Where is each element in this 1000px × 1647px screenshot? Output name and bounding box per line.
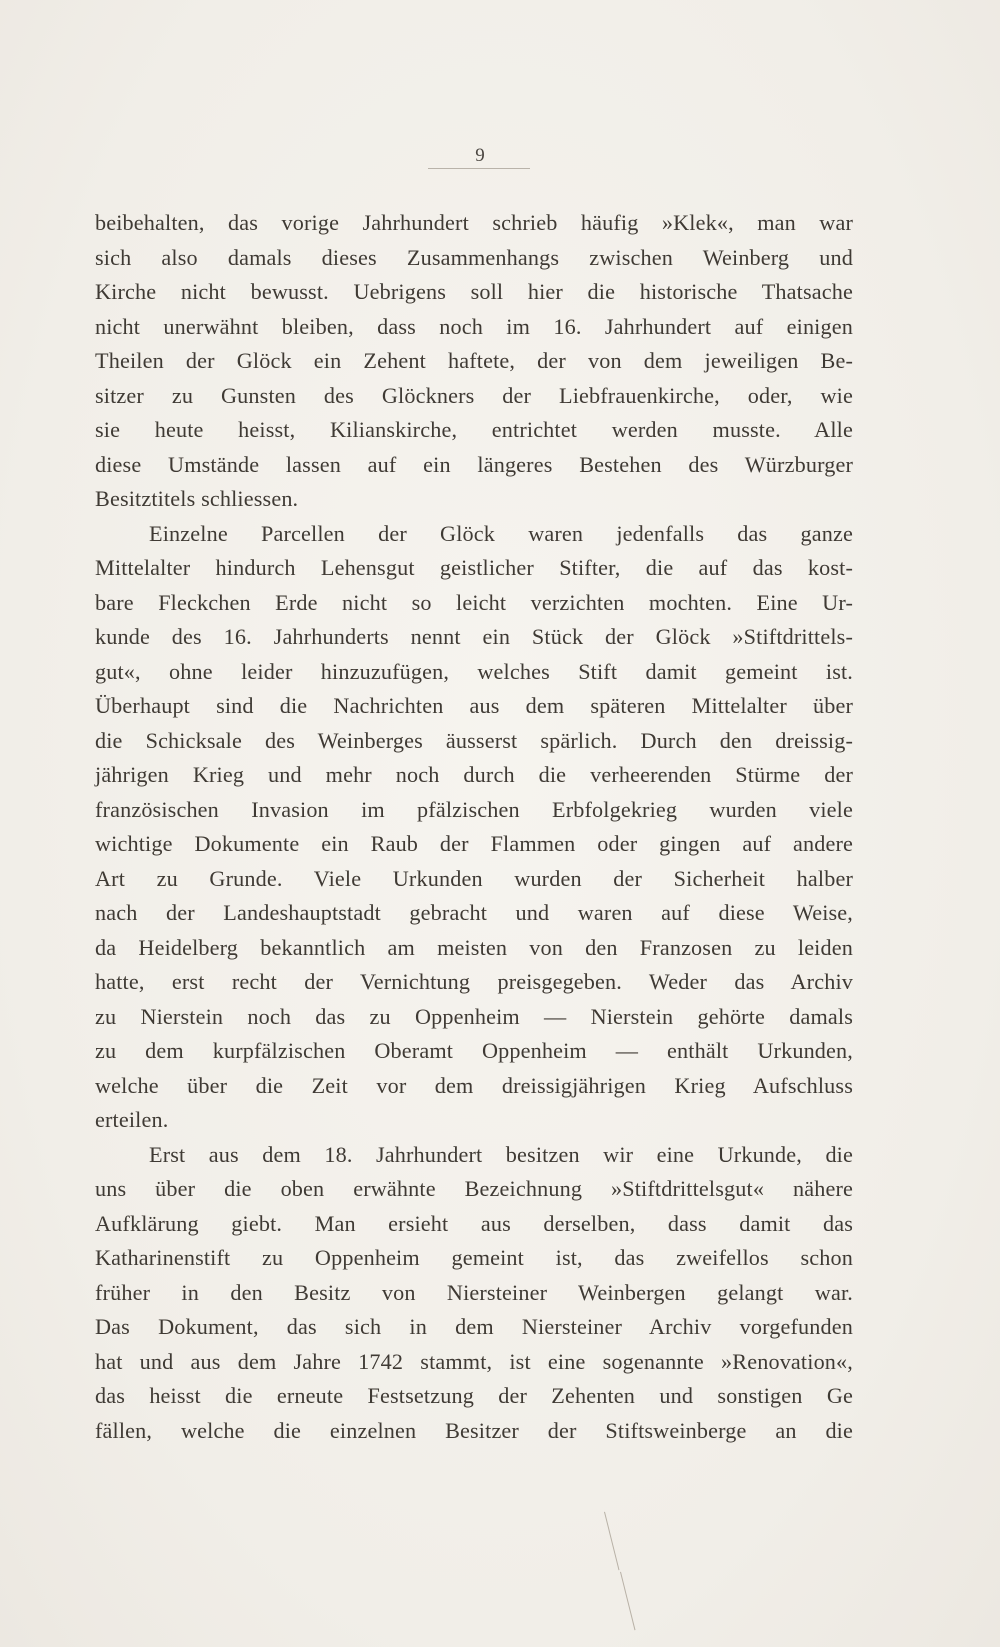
- text-line: französischen Invasion im pfälzischen Erbfolgekrieg wurden viele: [95, 796, 853, 822]
- text-line: zu dem kurpfälzischen Oberamt Oppenheim — enthält Urkunden,: [95, 1038, 853, 1063]
- text-line: da Heidelberg bekanntlich am meisten von den Franzosen zu leiden: [95, 934, 853, 960]
- text-line: sich also damals dieses Zusammenhangs zwischen Weinberg und: [95, 244, 853, 270]
- text-line: gut«, ohne leider hinzuzufügen, welches Stift damit gemeint ist.: [95, 658, 853, 684]
- text-line: beibehalten, das vorige Jahrhundert schrieb häufig »Klek«, man war: [95, 210, 853, 235]
- page-number-rule: [428, 168, 530, 169]
- text-line: hat und aus dem Jahre 1742 stammt, ist eine sogenannte »Renovation«,: [95, 1348, 853, 1374]
- text-line: Art zu Grunde. Viele Urkunden wurden der Sicherheit halber: [95, 865, 853, 891]
- text-line: nach der Landeshauptstadt gebracht und waren auf diese Weise,: [95, 900, 853, 925]
- text-line: Erst aus dem 18. Jahrhundert besitzen wir eine Urkunde, die: [149, 1141, 853, 1167]
- text-line: Besitztitels schliessen.: [95, 486, 299, 511]
- text-line: früher in den Besitz von Niersteiner Weinbergen gelangt war.: [95, 1279, 853, 1305]
- text-line: welche über die Zeit vor dem dreissigjährigen Krieg Aufschluss: [95, 1072, 853, 1098]
- text-line: Einzelne Parcellen der Glöck waren jedenfalls das ganze: [149, 520, 853, 546]
- text-line: sitzer zu Gunsten des Glöckners der Liebfrauenkirche, oder, wie: [95, 382, 853, 408]
- text-line: Theilen der Glöck ein Zehent haftete, der von dem jeweiligen Be-: [95, 348, 853, 373]
- text-line: Das Dokument, das sich in dem Niersteiner Archiv vorgefunden: [95, 1314, 853, 1339]
- body-text: [95, 206, 853, 1448]
- page-number: 9: [475, 145, 485, 166]
- text-line: kunde des 16. Jahrhunderts nennt ein Stück der Glöck »Stiftdrittels-: [95, 624, 853, 649]
- text-line: Mittelalter hindurch Lehensgut geistlicher Stifter, die auf das kost-: [95, 555, 853, 580]
- text-line: nicht unerwähnt bleiben, dass noch im 16. Jahrhundert auf einigen: [95, 313, 853, 339]
- text-line: Aufklärung giebt. Man ersieht aus derselben, dass damit das: [95, 1210, 853, 1236]
- text-line: uns über die oben erwähnte Bezeichnung »Stiftdrittelsgut« nähere: [95, 1176, 853, 1201]
- text-line: jährigen Krieg und mehr noch durch die verheerenden Stürme der: [95, 762, 853, 787]
- stray-pencil-mark: [620, 1572, 635, 1630]
- text-line: das heisst die erneute Festsetzung der Zehenten und sonstigen Ge: [95, 1383, 853, 1408]
- text-line: fällen, welche die einzelnen Besitzer der Stiftsweinberge an die: [95, 1417, 853, 1443]
- text-line: wichtige Dokumente ein Raub der Flammen oder gingen auf andere: [95, 831, 853, 856]
- text-line: hatte, erst recht der Vernichtung preisgegeben. Weder das Archiv: [95, 969, 853, 994]
- text-line: Überhaupt sind die Nachrichten aus dem späteren Mittelalter über: [95, 693, 853, 718]
- text-line: Katharinenstift zu Oppenheim gemeint ist, das zweifellos schon: [95, 1245, 853, 1270]
- text-line: zu Nierstein noch das zu Oppenheim — Nierstein gehörte damals: [95, 1003, 853, 1029]
- text-line: diese Umstände lassen auf ein längeres Bestehen des Würzburger: [95, 451, 853, 477]
- text-line: sie heute heisst, Kilianskirche, entrichtet werden musste. Alle: [95, 417, 853, 442]
- text-line: die Schicksale des Weinberges äusserst spärlich. Durch den dreissig-: [95, 727, 853, 753]
- text-line: Kirche nicht bewusst. Uebrigens soll hier die historische Thatsache: [95, 279, 853, 304]
- stray-pencil-mark: [604, 1512, 619, 1570]
- text-line: bare Fleckchen Erde nicht so leicht verzichten mochten. Eine Ur-: [95, 589, 853, 615]
- text-line: erteilen.: [95, 1107, 169, 1132]
